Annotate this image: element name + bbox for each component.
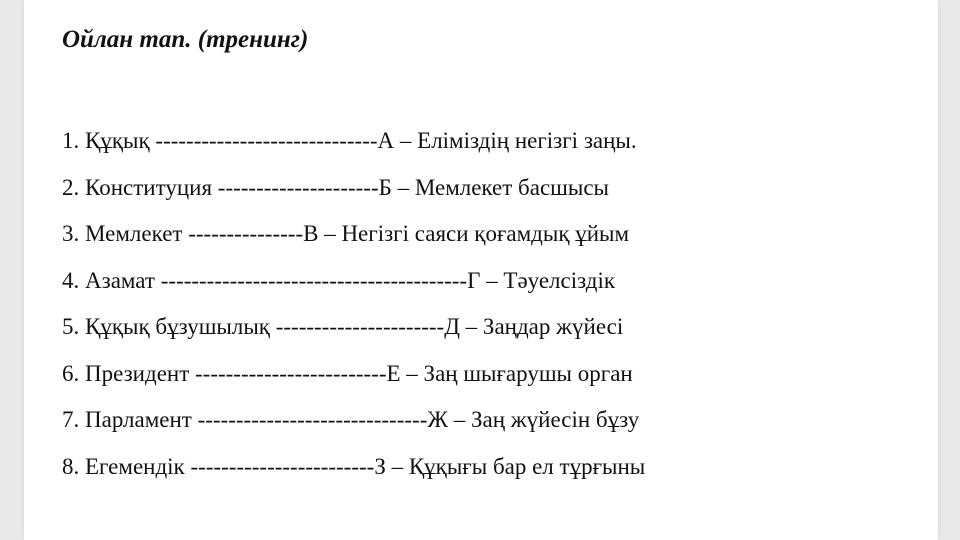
- list-item: [62, 218, 645, 265]
- document-page: [24, 0, 938, 540]
- term-text: 4. Азамат: [62, 267, 161, 293]
- definition-text: В – Негізгі саяси қоғамдық ұйым: [303, 221, 630, 246]
- dash-connector: ------------------------------: [197, 407, 428, 432]
- term-text: 6. Президент: [62, 360, 196, 386]
- dash-connector: ---------------------: [217, 174, 379, 200]
- list-item: [62, 404, 645, 451]
- page-title: Ойлан тап. (тренинг): [62, 26, 309, 53]
- list-item: [62, 311, 645, 358]
- term-text: 7. Парламент: [62, 407, 198, 432]
- term-text: 3. Мемлекет: [62, 221, 189, 246]
- list-item: [62, 172, 645, 219]
- definition-text: Е – Заң шығарушы орган: [386, 360, 633, 386]
- definition-text: Г – Тәуелсіздік: [467, 267, 616, 293]
- list-item: [62, 358, 645, 405]
- dash-connector: ----------------------------------------: [160, 267, 468, 293]
- dash-connector: ----------------------: [275, 314, 445, 339]
- term-text: 5. Құқық бұзушылық: [62, 314, 276, 339]
- dash-connector: ---------------: [188, 221, 304, 246]
- list-item: [62, 125, 645, 172]
- matching-list: [62, 125, 645, 497]
- definition-text: З – Құқығы бар ел тұрғыны: [374, 453, 646, 479]
- term-text: 2. Конституция: [62, 174, 218, 200]
- definition-text: А – Еліміздің негізгі заңы.: [377, 128, 637, 153]
- definition-text: Б – Мемлекет басшысы: [378, 174, 609, 200]
- term-text: 8. Егемендік: [62, 453, 191, 479]
- dash-connector: ------------------------: [190, 453, 375, 479]
- dash-connector: -------------------------: [195, 360, 387, 386]
- definition-text: Д – Заңдар жүйесі: [444, 314, 624, 339]
- definition-text: Ж – Заң жүйесін бұзу: [427, 407, 640, 432]
- dash-connector: -----------------------------: [155, 128, 378, 153]
- list-item: [62, 451, 645, 498]
- list-item: [62, 265, 645, 312]
- term-text: 1. Құқық: [62, 128, 156, 153]
